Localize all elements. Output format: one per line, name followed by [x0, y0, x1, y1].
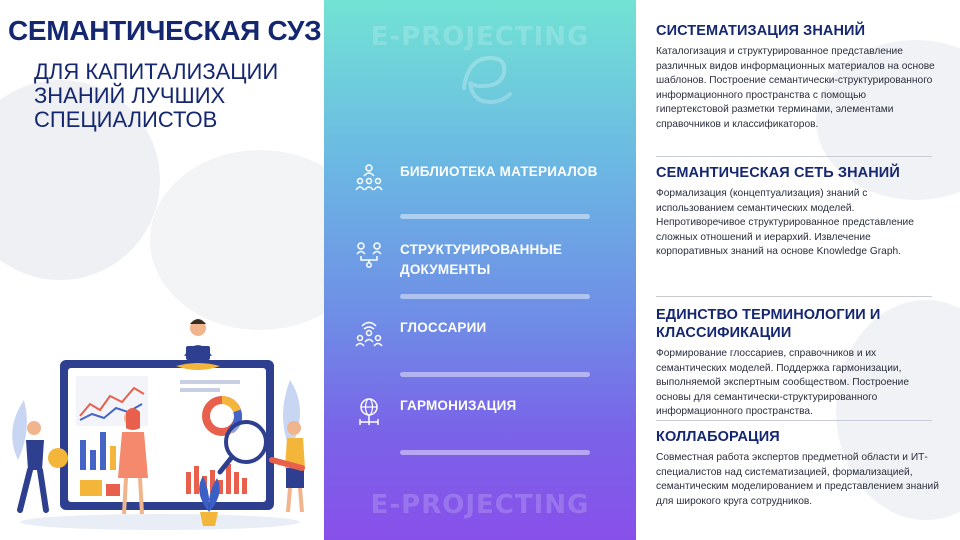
feature-structured-docs — [354, 240, 614, 280]
section-divider — [656, 420, 932, 421]
e-logo-icon — [446, 42, 522, 118]
section-semantic-network — [656, 164, 940, 260]
section-title: ЕДИНСТВО ТЕРМИНОЛОГИИ И КЛАССИФИКАЦИИ — [656, 307, 881, 341]
watermark-logo-text: E-PROJECTING — [370, 22, 590, 52]
broadcast-group-icon — [354, 318, 384, 348]
feature-divider — [400, 450, 590, 455]
feature-label: ГЛОССАРИИ — [400, 320, 487, 335]
section-collaboration — [656, 428, 940, 509]
feature-divider — [400, 214, 590, 219]
descriptions-panel — [636, 0, 960, 540]
watermark-logo-text: E-PROJECTING — [370, 490, 590, 520]
analytics-team-illustration — [0, 300, 324, 540]
section-title: КОЛЛАБОРАЦИЯ — [656, 429, 780, 445]
section-text: Формализация (концептуализация) знаний с использованием семантических моделей. Непротиворечивое структурированное представление сложных отношений и иерархий. Извлечение корпоративных знаний на основе Knowledge Graph. — [656, 188, 914, 257]
team-icon — [354, 162, 384, 192]
section-systematization — [656, 22, 940, 132]
features-panel — [324, 0, 636, 540]
feature-label: ГАРМОНИЗАЦИЯ — [400, 398, 517, 413]
feature-label: СТРУКТУРИРОВАННЫЕ ДОКУМЕНТЫ — [400, 242, 563, 277]
section-text: Каталогизация и структурированное представление различных видов информационных материалов на основе шаблонов. Построение семантически-структурированного информационного пространства с помощью гипертекстовой разметки терминами, элементами справочников и классификаторов. — [656, 46, 935, 130]
section-terminology — [656, 306, 940, 420]
feature-library — [354, 162, 614, 202]
section-title: СИСТЕМАТИЗАЦИЯ ЗНАНИЙ — [656, 23, 866, 39]
feature-glossaries — [354, 318, 614, 358]
page-subtitle: ДЛЯ КАПИТАЛИЗАЦИИ ЗНАНИЙ ЛУЧШИХ СПЕЦИАЛИСТОВ — [34, 59, 279, 132]
feature-harmonization — [354, 396, 614, 436]
feature-divider — [400, 294, 590, 299]
section-divider — [656, 156, 932, 157]
section-divider — [656, 296, 932, 297]
feature-divider — [400, 372, 590, 377]
globe-network-icon — [354, 396, 384, 426]
hierarchy-icon — [354, 240, 384, 270]
section-text: Совместная работа экспертов предметной области и ИТ-специалистов над систематизацией, формализацией, семантическим моделированием и представлением знаний для широкого круга сотрудников. — [656, 452, 939, 507]
section-text: Формирование глоссариев, справочников и их семантических моделей. Поддержка гармонизации, выполняемой экспертным сообществом. Построение основы для семантически-структурированного информационного пространства. — [656, 348, 909, 417]
left-panel — [0, 0, 324, 540]
section-title: СЕМАНТИЧЕСКАЯ СЕТЬ ЗНАНИЙ — [656, 165, 900, 181]
feature-label: БИБЛИОТЕКА МАТЕРИАЛОВ — [400, 164, 598, 179]
page-title: СЕМАНТИЧЕСКАЯ СУЗ — [8, 15, 322, 46]
